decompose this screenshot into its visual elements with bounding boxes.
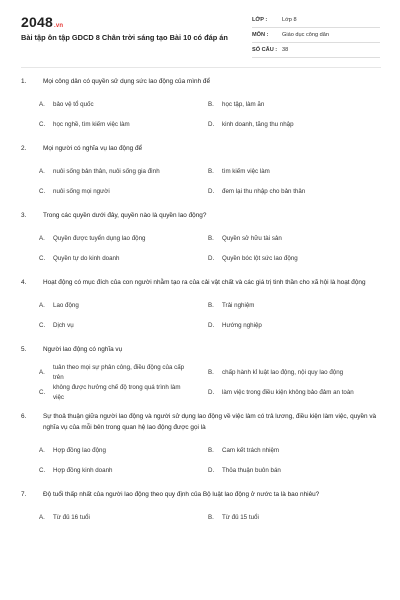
question-header [21,76,377,87]
question-number: 1. [21,78,27,85]
question-number: 2. [21,145,27,152]
document-title: Bài tập ôn tập GDCD 8 Chân trời sáng tạo Bài 10 có đáp án [21,33,228,42]
header [0,0,400,66]
answer-options [39,508,377,528]
option-text: Cam kết trách nhiệm [222,447,280,454]
meta-value: Lớp 8 [282,17,297,23]
option-letter: C. [39,188,46,195]
option-text: không được hưởng chế độ trong quá trình làm việc [53,384,181,401]
option-letter: B. [208,369,214,376]
question-number: 6. [21,413,27,420]
option-text: học nghề, tìm kiếm việc làm [53,121,130,128]
question-header [21,277,377,288]
document-meta [252,13,380,58]
answer-option[interactable] [208,229,377,249]
question-item [21,411,377,481]
answer-option[interactable] [39,162,208,182]
meta-key: MÔN : [252,32,269,38]
question-header [21,411,377,433]
question-item [21,143,377,202]
option-letter: D. [208,322,215,329]
question-header [21,210,377,221]
question-item [21,489,377,528]
answer-option[interactable] [39,115,208,135]
option-text: bảo vệ tổ quốc [53,101,94,108]
site-logo[interactable] [21,14,63,30]
option-letter: C. [39,467,46,474]
question-text: Mọi công dân có quyền sử dụng sức lao động của mình để [43,78,211,85]
option-letter: A. [39,369,45,376]
option-letter: C. [39,255,46,262]
answer-options [39,229,377,269]
option-text: Từ đủ 15 tuổi [222,514,259,521]
question-text: Hoạt động có mục đích của con người nhằm tạo ra của cải vật chất và các giá trị tinh thần cho xã hội là hoạt động [43,279,366,286]
answer-option[interactable] [39,316,208,336]
meta-key: SỐ CÂU : [252,47,278,53]
option-text: nuôi sống bản thân, nuôi sống gia đình [53,168,160,175]
answer-option[interactable] [39,508,208,528]
answer-option[interactable] [208,95,377,115]
answer-option[interactable] [208,249,377,269]
question-number: 5. [21,346,27,353]
answer-option[interactable] [208,162,377,182]
answer-option[interactable] [208,383,377,403]
answer-option[interactable] [39,182,208,202]
answer-option[interactable] [39,461,208,481]
meta-grade [252,13,380,28]
question-header [21,143,377,154]
option-text: Quyền được tuyển dụng lao động [53,235,146,242]
question-text: Người lao động có nghĩa vụ [43,346,123,353]
question-text: Độ tuổi thấp nhất của người lao động theo quy định của Bộ luật lao động ở nước ta là bao nhiêu? [43,491,320,498]
logo-main: 2048 [21,14,53,30]
answer-option[interactable] [39,383,208,403]
option-letter: D. [208,188,215,195]
answer-option[interactable] [208,115,377,135]
answer-option[interactable] [39,441,208,461]
option-letter: A. [39,302,45,309]
question-text: Trong các quyền dưới đây, quyền nào là quyền lao động? [43,212,207,219]
meta-key: LỚP : [252,17,268,23]
option-text: tìm kiếm việc làm [222,168,270,175]
question-number: 3. [21,212,27,219]
option-text: Quyền bóc lột sức lao động [222,255,298,262]
option-letter: D. [208,389,215,396]
question-item [21,344,377,403]
option-text: học tập, làm ăn [222,101,265,108]
option-letter: B. [208,235,214,242]
option-letter: B. [208,447,214,454]
option-text: kinh doanh, tăng thu nhập [222,121,294,128]
option-text: Dịch vụ [53,322,74,329]
option-letter: A. [39,514,45,521]
answer-options [39,441,377,481]
question-list [0,76,400,536]
option-letter: B. [208,514,214,521]
question-text: Mọi người có nghĩa vụ lao động để [43,145,143,152]
logo-suffix: .vn [53,23,64,29]
option-text: làm việc trong điều kiện không bảo đảm an toàn [222,389,354,396]
option-text: Quyền sở hữu tài sản [222,235,282,242]
option-letter: A. [39,235,45,242]
option-letter: A. [39,447,45,454]
answer-option[interactable] [39,296,208,316]
question-header [21,489,377,500]
option-letter: B. [208,101,214,108]
answer-options [39,95,377,135]
option-text: Quyền tự do kinh doanh [53,255,120,262]
answer-option[interactable] [39,95,208,115]
question-number: 4. [21,279,27,286]
answer-option[interactable] [39,229,208,249]
option-letter: C. [39,121,46,128]
option-text: đem lại thu nhập cho bản thân [222,188,306,195]
meta-question-count [252,43,380,58]
option-text: Trải nghiệm [222,302,255,309]
option-letter: C. [39,389,46,396]
option-text: chấp hành kỉ luật lao động, nội quy lao động [222,369,344,376]
answer-option[interactable] [208,296,377,316]
answer-option[interactable] [208,441,377,461]
answer-option[interactable] [39,249,208,269]
question-item [21,277,377,336]
option-text: Hướng nghiệp [222,322,262,329]
question-number: 7. [21,491,27,498]
question-item [21,76,377,135]
answer-option[interactable] [39,363,208,383]
option-letter: C. [39,322,46,329]
answer-option[interactable] [208,182,377,202]
option-text: nuôi sống mọi người [53,188,110,195]
option-letter: B. [208,302,214,309]
option-letter: D. [208,467,215,474]
answer-options [39,363,377,403]
answer-option[interactable] [208,508,377,528]
answer-option[interactable] [208,316,377,336]
answer-options [39,162,377,202]
option-text: Hợp đồng kinh doanh [53,467,113,474]
answer-options [39,296,377,336]
question-item [21,210,377,269]
option-letter: B. [208,168,214,175]
option-letter: A. [39,168,45,175]
answer-option[interactable] [208,461,377,481]
header-divider [21,67,381,68]
answer-option[interactable] [208,363,377,383]
meta-subject [252,28,380,43]
option-letter: D. [208,255,215,262]
option-letter: D. [208,121,215,128]
option-text: Lao động [53,302,79,309]
question-header [21,344,377,355]
option-text: Hợp đồng lao động [53,447,106,454]
meta-value: Giáo dục công dân [282,32,329,38]
option-text: Thỏa thuận buôn bán [222,467,281,474]
option-letter: A. [39,101,45,108]
option-text: Từ đủ 16 tuổi [53,514,90,521]
question-text: Sự thoả thuận giữa người lao động và người sử dụng lao động về việc làm có trả lương, điều kiện làm việc, quyền và nghĩa vụ của mỗi bên trong quan hệ lao động được gọi là [43,413,377,431]
option-text: tuân theo mọi sự phân công, điều động của cấp trên [53,364,185,381]
meta-value: 38 [282,47,289,53]
